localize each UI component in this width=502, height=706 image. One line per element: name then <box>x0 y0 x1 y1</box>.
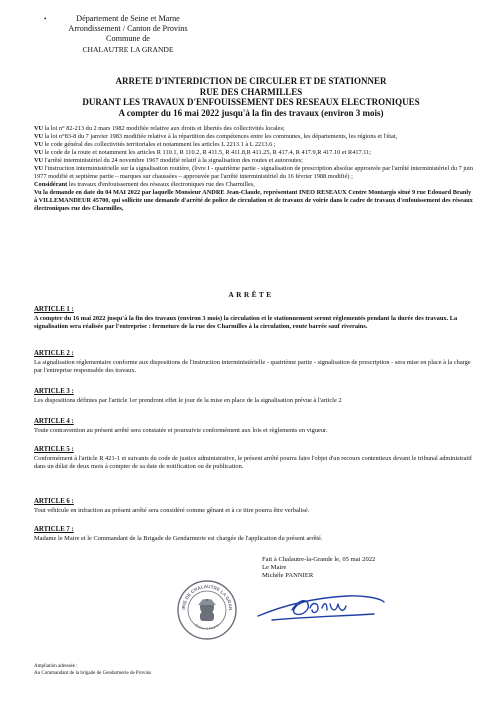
consideration-item: Considérant les travaux d'enfouissement des réseaux électroniques rue des Charmilles, <box>34 181 255 189</box>
article-body: Les dispositions définies par l'article 1er prendront effet le jour de la mise en place de la signalisation prévue à l'article 2 <box>34 397 342 405</box>
document-title <box>30 76 472 118</box>
article-6 <box>34 498 474 515</box>
article-title: ARTICLE 2 : <box>34 350 74 357</box>
consideration-item: VU l'arrêté interministériel du 24 novembre 1967 modifié relatif à la signalisation des routes et autoroutes; <box>34 157 303 165</box>
article-body: Toute contravention au présent arrêté sera constatée et poursuivie conformément aux lois et règlements en vigueur. <box>34 427 328 435</box>
distribution-recipient: Au Commandant de la brigade de Gendarmerie de Provins <box>34 670 152 676</box>
article-7 <box>34 526 474 543</box>
article-5 <box>34 446 474 471</box>
title-line-4: A compter du 16 mai 2022 jusqu'à la fin des travaux (environ 3 mois) <box>118 107 384 118</box>
svg-text:Seine-et-Marne <box>194 623 220 631</box>
seal-bottom-text: Seine-et-Marne <box>194 623 220 631</box>
article-body: A compter du 16 mai 2022 jusqu'à la fin des travaux (environ 3 mois) la circulation et le stationnement seront réglementés pendant la durée des travaux. La signalisation sera réalisée par l'entreprise : fermeture de la rue des Charmilles à la circulation, route barrée sauf riverains. <box>34 315 458 331</box>
article-title: ARTICLE 5 : <box>34 446 74 453</box>
article-body: Conformément à l'article R 421-1 et suivants du code de justice administrative, le présent arrêté pourra faire l'objet d'un recours contentieux devant le tribunal administratif dans un délai de deux mois à compter de sa date de notification ou de publication. <box>34 455 473 471</box>
consideration-item: VU la loi n° 82-213 du 2 mars 1982 modifiée relative aux droits et libertés des collectivités locales; <box>34 125 285 132</box>
distribution-note <box>34 664 274 677</box>
consideration-item: VU le code de la route et notamment les articles R 110.1, R 110.2, R 411.5, R 411.8,R 411.25, R 417.4, R 417.9,R 417.10 et R417.11; <box>34 149 372 157</box>
article-body: Madame le Maire et le Commandant de la Brigade de Gendarmerie est chargée de l'application du présent arrêté. <box>34 535 323 543</box>
article-title: ARTICLE 4 : <box>34 418 74 425</box>
signer-role: Le Maire <box>262 564 287 572</box>
article-body: La signalisation réglementaire conforme aux dispositions de l'instruction interministérielle - quatrième partie - signalisation de prescription - sera mise en place à la charge par l'entreprise responsable des travaux. <box>34 359 471 375</box>
article-title: ARTICLE 6 : <box>34 498 74 505</box>
article-3 <box>34 388 474 405</box>
commune-label: Commune de <box>106 34 150 44</box>
department-line: Département de Seine et Marne <box>76 14 180 23</box>
consideration-item: VU l'instruction interministérielle sur la signalisation routière, (livre I - quatrième partie - signalisation de prescription absolue approuvée par l'arrêté interministériel du 7 juin 1977 modifié et septième partie – marques sur chaussées – approuvée par l'arrêté interministériel du 16 février 1988 modifié) ; <box>34 165 474 181</box>
title-line-1: ARRETE D'INTERDICTION DE CIRCULER ET DE STATIONNER <box>115 76 387 86</box>
mairie-seal-stamp <box>176 579 238 641</box>
article-4 <box>34 418 474 435</box>
article-body: Tout véhicule en infraction au présent arrêté sera considéré comme gênant et à ce titre pourra être verbalisé. <box>34 507 310 515</box>
title-line-2: RUE DES CHARMILLES <box>199 86 303 97</box>
signer-name: Michèle PANNIER <box>262 572 314 580</box>
seal-text: IRIE DE CHALAUTRE LA GRAN <box>180 583 234 611</box>
signature-block <box>262 556 462 581</box>
letterhead <box>28 14 228 55</box>
arrondissement-line: Arrondissement / Canton de Provins <box>68 24 188 34</box>
considerations-block <box>34 125 474 214</box>
request-paragraph: Vu la demande en date du 04 MAI 2022 par laquelle Monsieur ANDRE Jean-Claude, représentant INEO RESEAUX Centre Montargis situé 9 rue Edouard Branly à VILLEMANDEUR 45700, qui sollicite une demande d'arrêté de police de circulation et de travaux de voirie dans le cadre de travaux d'enfouissement des réseaux électroniques rue des Charmilles, <box>34 189 473 213</box>
distribution-label: Ampliation adressée : <box>34 664 78 669</box>
marianne-emblem-icon <box>198 599 216 621</box>
place-date: Fait à Chalautre-la-Grande le, 05 mai 2022 <box>262 556 376 563</box>
consideration-item: VU le code général des collectivités territoriales et notamment les articles L 2213.1 à L 2213.6 ; <box>34 141 276 149</box>
article-1 <box>34 306 474 331</box>
article-2 <box>34 350 474 375</box>
bullet-mark: • <box>44 15 47 23</box>
consideration-item: VU la loi n°83-8 du 7 janvier 1983 modifiée relative à la répartition des compétences entre les communes, les départements, les régions et l'état, <box>34 133 398 141</box>
commune-name: CHALAUTRE LA GRANDE <box>82 44 174 54</box>
article-title: ARTICLE 1 : <box>34 306 74 313</box>
article-title: ARTICLE 3 : <box>34 388 74 395</box>
title-line-3: DURANT LES TRAVAUX D'ENFOUISSEMENT DES RESEAUX ELECTRONIQUES <box>82 97 420 108</box>
handwritten-signature <box>252 586 392 626</box>
article-title: ARTICLE 7 : <box>34 526 74 533</box>
arrete-heading: ARRÊTE <box>228 290 274 299</box>
